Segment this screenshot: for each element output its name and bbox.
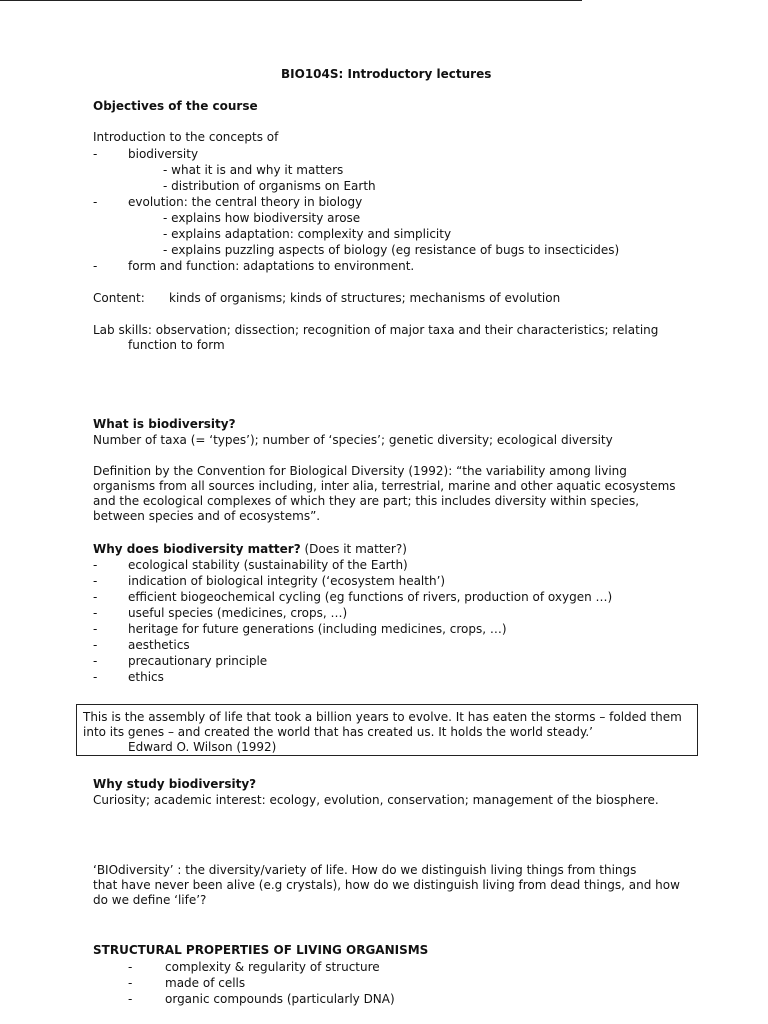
what-is-line: Number of taxa (= ‘types’); number of ‘species’; genetic diversity; ecological diversity	[93, 433, 613, 447]
definition-line: between species and of ecosystems”.	[93, 509, 321, 523]
why-matter-heading-suffix: (Does it matter?)	[300, 542, 407, 556]
objective-biodiversity: biodiversity	[128, 147, 199, 161]
matter-item: precautionary principle	[128, 654, 268, 668]
why-study-text: Curiosity; academic interest: ecology, evolution, conservation; management of the biosphere.	[93, 793, 659, 807]
objectives-heading: Objectives of the course	[93, 99, 258, 113]
objective-sub-item: - distribution of organisms on Earth	[163, 179, 376, 193]
content-text: kinds of organisms; kinds of structures; mechanisms of evolution	[169, 291, 561, 305]
objective-sub-item: - explains puzzling aspects of biology (eg resistance of bugs to insecticides)	[163, 243, 620, 257]
objective-evolution: evolution: the central theory in biology	[128, 195, 363, 209]
dash-bullet: -	[93, 606, 98, 620]
structural-heading: STRUCTURAL PROPERTIES OF LIVING ORGANISMS	[93, 943, 429, 957]
matter-item: efficient biogeochemical cycling (eg functions of rivers, production of oxygen …)	[128, 590, 613, 604]
dash-bullet: -	[93, 259, 98, 273]
lab-skills-line: Lab skills: observation; dissection; recognition of major taxa and their characteristics; relating	[93, 323, 659, 337]
why-matter-heading	[93, 541, 407, 557]
dash-bullet: -	[128, 976, 133, 990]
dash-bullet: -	[93, 638, 98, 652]
dash-bullet: -	[93, 574, 98, 588]
objective-sub-item: - explains adaptation: complexity and simplicity	[163, 227, 452, 241]
dash-bullet: -	[128, 960, 133, 974]
dash-bullet: -	[93, 147, 98, 161]
lab-skills-line: function to form	[128, 338, 225, 352]
quote-line: This is the assembly of life that took a billion years to evolve. It has eaten the storms – folded them	[83, 710, 682, 724]
objective-sub-item: - what it is and why it matters	[163, 163, 344, 177]
objectives-intro: Introduction to the concepts of	[93, 130, 279, 144]
definition-line: and the ecological complexes of which they are part; this includes diversity within species,	[93, 494, 640, 508]
matter-item: indication of biological integrity (‘ecosystem health’)	[128, 574, 446, 588]
dash-bullet: -	[128, 992, 133, 1006]
matter-item: ecological stability (sustainability of the Earth)	[128, 558, 408, 572]
dash-bullet: -	[93, 590, 98, 604]
quote-attribution: Edward O. Wilson (1992)	[128, 740, 277, 754]
definition-line: organisms from all sources including, inter alia, terrestrial, marine and other aquatic ecosystems	[93, 479, 676, 493]
objective-sub-item: - explains how biodiversity arose	[163, 211, 361, 225]
quote-line: into its genes – and created the world that has created us. It holds the world steady.’	[83, 725, 593, 739]
page-title: BIO104S: Introductory lectures	[281, 67, 492, 81]
objective-form-function: form and function: adaptations to environment.	[128, 259, 415, 273]
what-is-heading: What is biodiversity?	[93, 417, 236, 431]
dash-bullet: -	[93, 670, 98, 684]
content-label: Content:	[93, 291, 145, 305]
dash-bullet: -	[93, 558, 98, 572]
why-study-heading: Why study biodiversity?	[93, 777, 257, 791]
dash-bullet: -	[93, 622, 98, 636]
bio-paragraph-line: ‘BIOdiversity’ : the diversity/variety of life. How do we distinguish living things from things	[93, 863, 637, 877]
matter-item: heritage for future generations (including medicines, crops, …)	[128, 622, 507, 636]
structural-item: made of cells	[165, 976, 246, 990]
bio-paragraph-line: do we define ‘life’?	[93, 893, 207, 907]
dash-bullet: -	[93, 654, 98, 668]
matter-item: aesthetics	[128, 638, 190, 652]
matter-item: ethics	[128, 670, 164, 684]
top-rule	[0, 0, 582, 1]
structural-item: complexity & regularity of structure	[165, 960, 380, 974]
definition-line: Definition by the Convention for Biological Diversity (1992): “the variability among living	[93, 464, 627, 478]
bio-paragraph-line: that have never been alive (e.g crystals), how do we distinguish living from dead things, and how	[93, 878, 680, 892]
structural-item: organic compounds (particularly DNA)	[165, 992, 395, 1006]
matter-item: useful species (medicines, crops, …)	[128, 606, 348, 620]
dash-bullet: -	[93, 195, 98, 209]
why-matter-heading-bold: Why does biodiversity matter?	[93, 542, 301, 556]
